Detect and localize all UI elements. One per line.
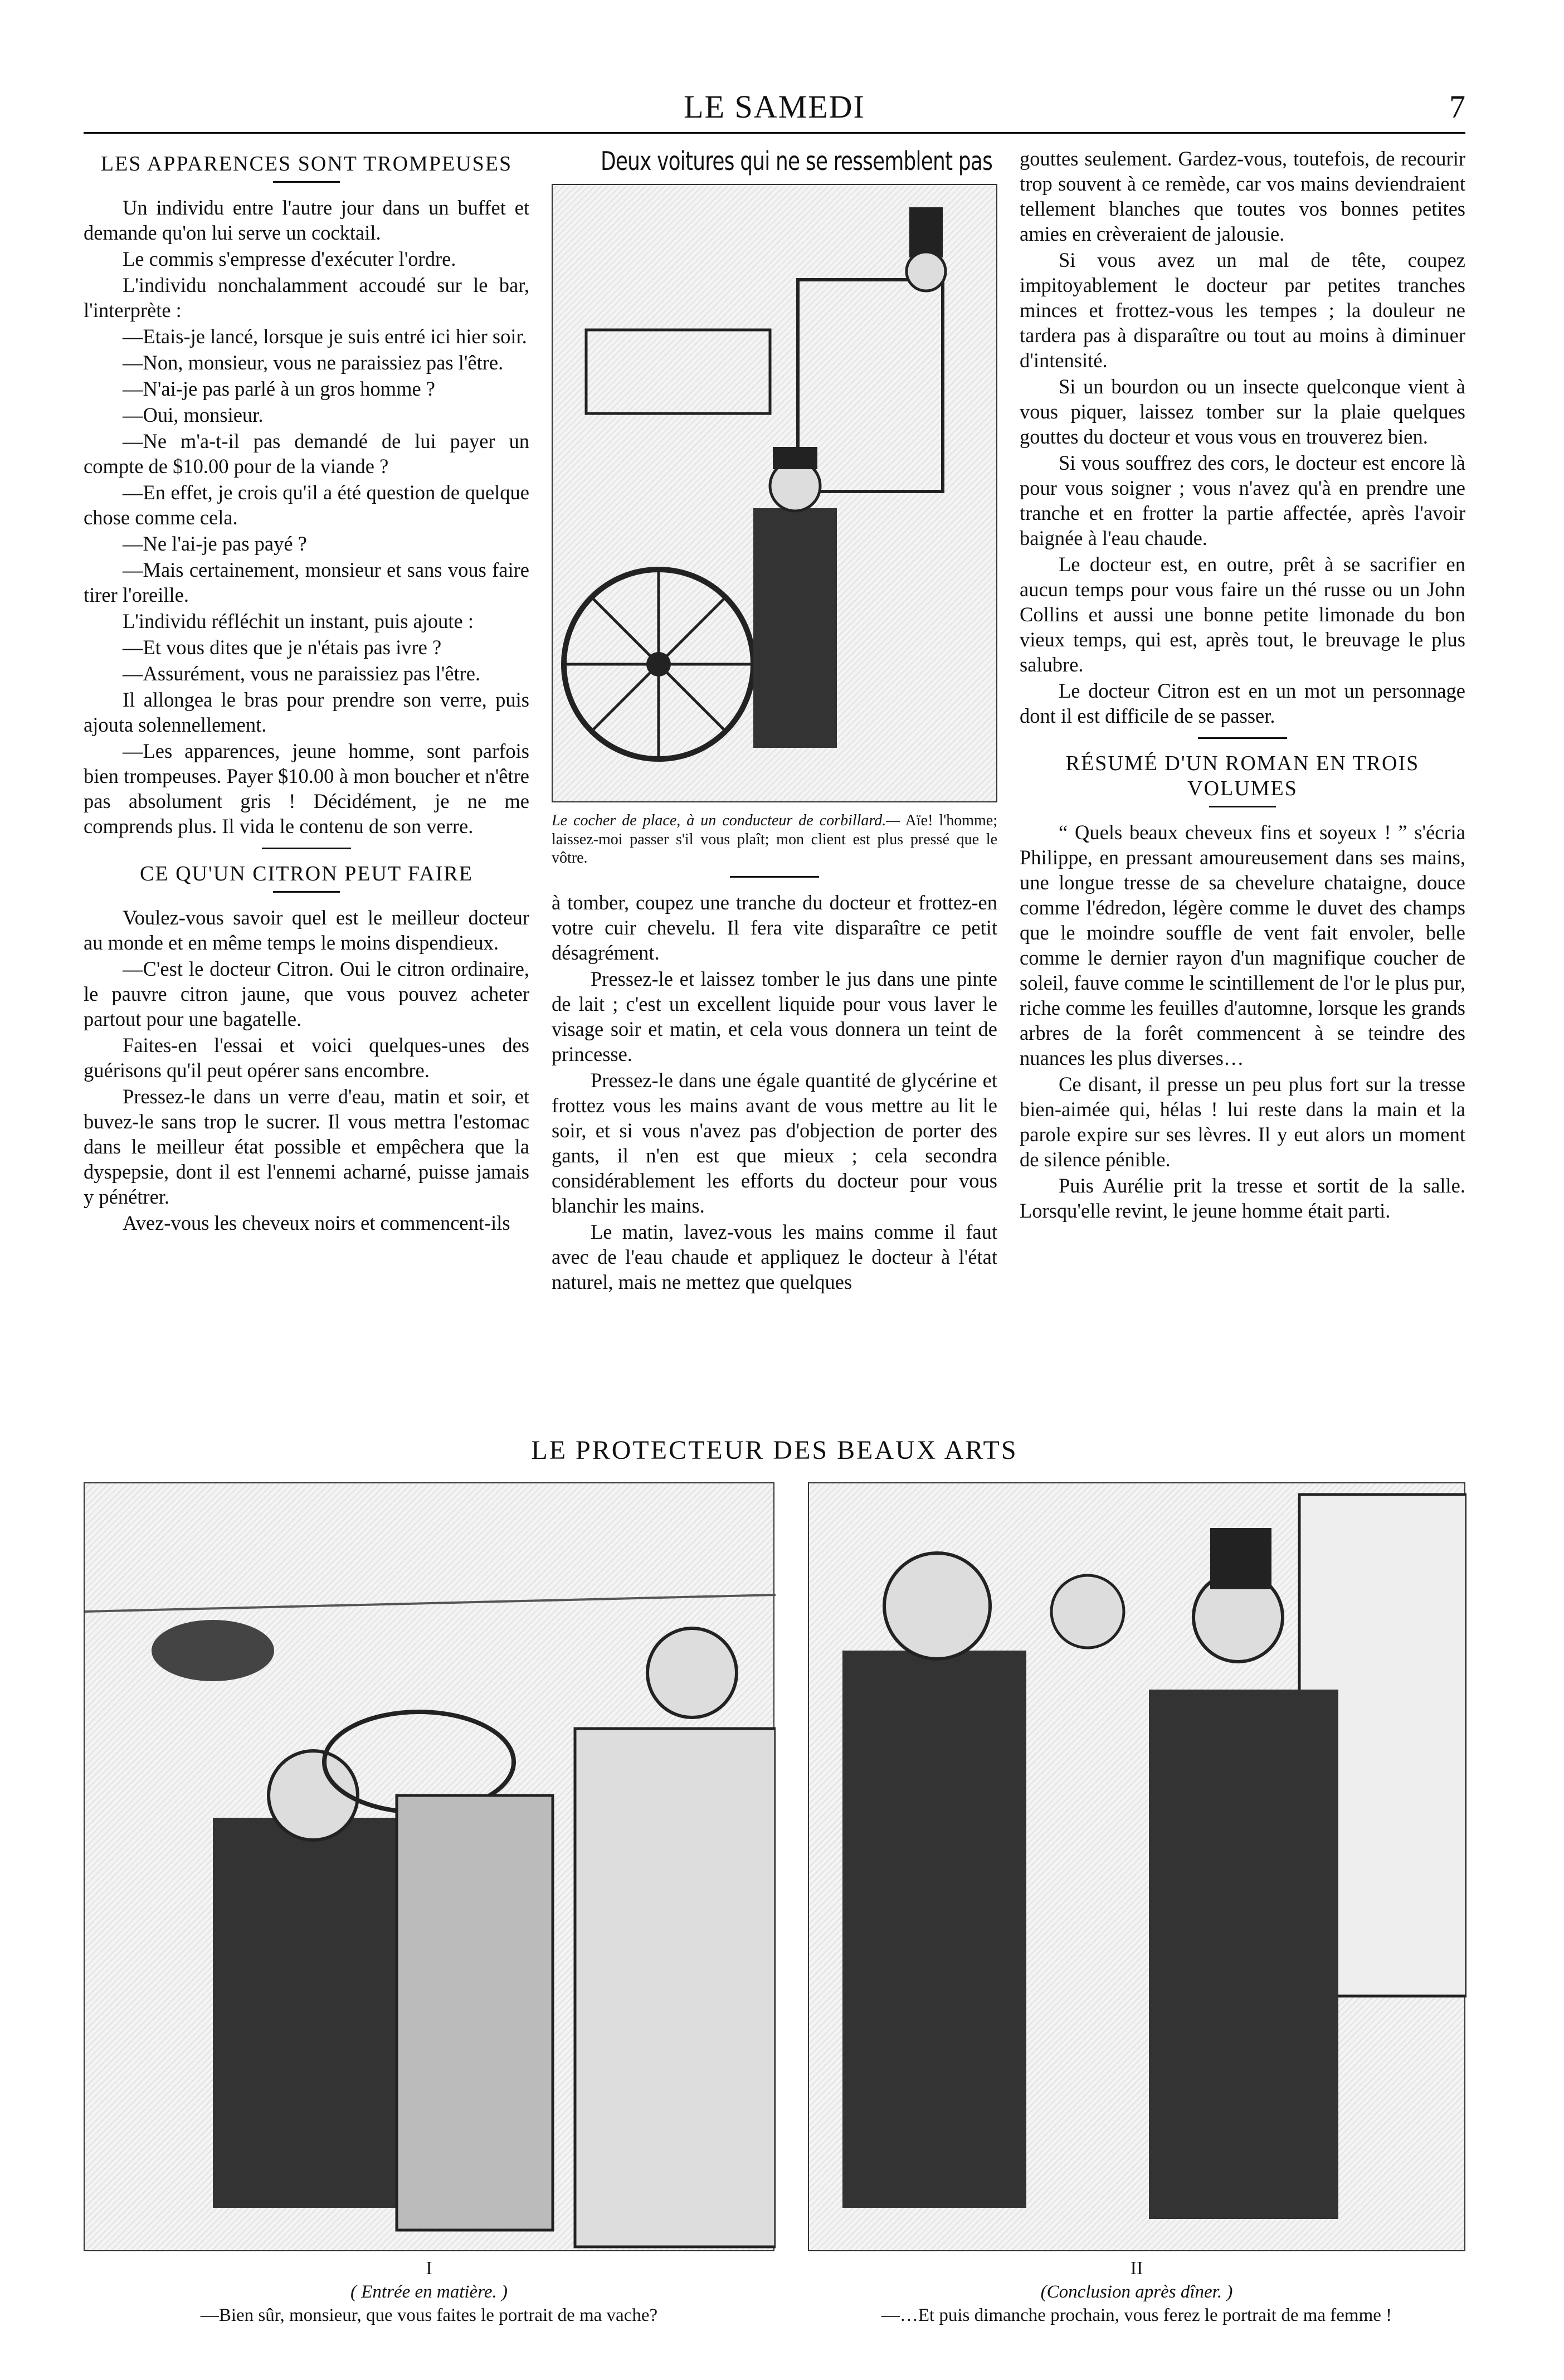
cartoon-title: Deux voitures qui ne se ressemblent pas xyxy=(601,146,992,176)
paragraph: Ce disant, il presse un peu plus fort sur la tresse bien-aimée qui, hélas ! lui reste dans la main et la parole expire sur ses lèvres. Il y eut alors un moment de silence pénible. xyxy=(1020,1073,1465,1171)
paragraph: Si vous souffrez des cors, le docteur est encore là pour vous soigner ; vous n'avez qu'à en prendre une tranche et en frotter la partie affectée, après l'avoir baignée à l'eau chaude. xyxy=(1020,451,1465,549)
paragraph: Un individu entre l'autre jour dans un buffet et demande qu'on lui serve un cocktail. xyxy=(84,196,529,244)
paragraph: Avez-vous les cheveux noirs et commencent-ils xyxy=(123,1211,510,1234)
paragraph: Le matin, lavez-vous les mains comme il faut avec de l'eau chaude et appliquez le docteur à l'état naturel, mais ne mettez que quelques xyxy=(552,1220,997,1293)
paragraph: —Les apparences, jeune homme, sont parfois bien trompeuses. Payer $10.00 à mon boucher et n'être pas absolument gris ! Décidément, je ne me comprends plus. Il vida le contenu de son verre. xyxy=(84,739,529,838)
page-number: 7 xyxy=(1449,89,1465,125)
paragraph: à tomber, coupez une tranche du docteur et frottez-en votre cuir chevelu. Il fera vite disparaître ce petit désagrément. xyxy=(552,891,997,964)
panel-1-numeral: I xyxy=(426,2258,432,2279)
paragraph: —Oui, monsieur. xyxy=(123,403,264,426)
paragraph: Faites-en l'essai et voici quelques-unes des guérisons qu'il peut opérer sans encombre. xyxy=(84,1034,529,1082)
paragraph: —C'est le docteur Citron. Oui le citron ordinaire, le pauvre citron jaune, que vous pouvez acheter partout pour une bagatelle. xyxy=(84,957,529,1030)
paragraph: “ Quels beaux cheveux fins et soyeux ! ” s'écria Philippe, en pressant amoureusement dans ses mains, une longue tresse de sa chevelure chataigne, douce comme l'édredon, légère comme le duvet des champs que le moindre souffle de vent fait envoler, belle comme le dernier rayon d'un magnifique coucher de soleil, fauve comme le scintillement de l'or le plus pur, riche comme les feuilles d'automne, lorsque les grands arbres de la forêt commencent à se teindre des nuances les plus diverses… xyxy=(1020,821,1465,1069)
cartoon-caption xyxy=(552,811,997,867)
carriage-drawing xyxy=(553,185,998,804)
paragraph: —Etais-je lancé, lorsque je suis entré ici hier soir. xyxy=(123,325,527,348)
article-title-roman: RÉSUMÉ D'UN ROMAN EN TROIS VOLUMES xyxy=(1065,752,1420,800)
bottom-section-title: LE PROTECTEUR DES BEAUX ARTS xyxy=(531,1435,1018,1465)
masthead xyxy=(84,84,1465,134)
article-title-apparences: LES APPARENCES SONT TROMPEUSES xyxy=(100,152,513,176)
paragraph: Le docteur est, en outre, prêt à se sacrifier en aucun temps pour vous faire un thé russe ou un John Collins et aussi une bonne petite limonade du bon vieux temps, qui est, après tout, le breuvage le plus salubre. xyxy=(1020,553,1465,676)
paragraph: Si un bourdon ou un insecte quelconque vient à vous piquer, laissez tomber sur la plaie quelques gouttes du docteur et vous vous en trouverez bien. xyxy=(1020,375,1465,448)
paragraph: —Ne l'ai-je pas payé ? xyxy=(123,532,307,555)
dinner-drawing xyxy=(809,1483,1466,2252)
column-2-text xyxy=(552,890,997,1294)
panel-2-caption: —…Et puis dimanche prochain, vous ferez le portrait de ma femme ! xyxy=(881,2305,1392,2325)
title-rule xyxy=(1209,806,1276,807)
paragraph: L'individu réfléchit un instant, puis ajoute : xyxy=(123,610,474,632)
paragraph: —Et vous dites que je n'étais pas ivre ? xyxy=(123,636,442,659)
paragraph: —Mais certainement, monsieur et sans vous faire tirer l'oreille. xyxy=(84,558,529,606)
column-2 xyxy=(552,146,997,1296)
column-1 xyxy=(84,146,529,1237)
cartoon-illustration-carriages xyxy=(552,184,997,802)
paragraph: —N'ai-je pas parlé à un gros homme ? xyxy=(123,377,435,400)
article-title-citron: CE QU'UN CITRON PEUT FAIRE xyxy=(140,862,473,885)
cartoon-caption-text: Aïe! l'homme; laissez-moi passer s'il vous plaît; mon client est plus pressé que le vôtre. xyxy=(552,812,998,867)
panel-1-caption: —Bien sûr, monsieur, que vous faites le portrait de ma vache? xyxy=(200,2305,658,2325)
paragraph: —Assurément, vous ne paraissiez pas l'être. xyxy=(123,662,481,685)
paragraph: —En effet, je crois qu'il a été question de quelque chose comme cela. xyxy=(84,481,529,529)
painter-drawing xyxy=(85,1483,776,2252)
paragraph: Il allongea le bras pour prendre son verre, puis ajouta solennellement. xyxy=(84,688,529,736)
title-rule xyxy=(273,181,340,183)
panel-2-captions xyxy=(808,2257,1465,2327)
panel-2-illustration-dinner xyxy=(808,1482,1465,2251)
paragraph: Si vous avez un mal de tête, coupez impitoyablement le docteur par petites tranches minces et frottez-vous les tempes ; la douleur ne tardera pas à disparaître ou tout au moins à diminuer d'intensité. xyxy=(1020,249,1465,372)
paragraph: —Non, monsieur, vous ne paraissiez pas l'être. xyxy=(123,351,504,374)
paragraph: Puis Aurélie prit la tresse et sortit de la salle. Lorsqu'elle revint, le jeune homme était parti. xyxy=(1020,1174,1465,1222)
paragraph: gouttes seulement. Gardez-vous, toutefois, de recourir trop souvent à ce remède, car vos mains deviendraient tellement blanches que toutes vos bonnes petites amies en crèveraient de jalousie. xyxy=(1020,147,1465,245)
paragraph: L'individu nonchalamment accoudé sur le bar, l'interprète : xyxy=(84,274,529,322)
paragraph: Pressez-le dans un verre d'eau, matin et soir, et buvez-le sans trop le sucrer. Il vous mettra l'estomac dans le meilleur état possible et empêchera que la dyspepsie, dont il est l'ennemi acharné, puisse jamais y pénétrer. xyxy=(84,1085,529,1208)
paragraph: Le commis s'empresse d'exécuter l'ordre. xyxy=(123,247,456,270)
panel-2-numeral: II xyxy=(1130,2258,1143,2279)
section-divider xyxy=(1198,737,1287,739)
title-rule xyxy=(273,891,340,893)
panel-1-subtitle: ( Entrée en matière. ) xyxy=(350,2282,508,2302)
paragraph: —Ne m'a-t-il pas demandé de lui payer un compte de $10.00 pour de la viande ? xyxy=(84,430,529,478)
paragraph: Le docteur Citron est en un mot un personnage dont il est difficile de se passer. xyxy=(1020,679,1465,727)
newspaper-title: LE SAMEDI xyxy=(684,89,865,125)
paragraph: Pressez-le et laissez tomber le jus dans une pinte de lait ; c'est un excellent liquide pour vous laver le visage soir et matin, et cela vous donnera un teint de princesse. xyxy=(552,967,997,1065)
section-divider xyxy=(262,848,351,849)
section-divider xyxy=(730,876,819,878)
panel-1-captions xyxy=(84,2257,774,2327)
panel-1-illustration-painter xyxy=(84,1482,774,2251)
paragraph: Voulez-vous savoir quel est le meilleur docteur au monde et en même temps le moins dispendieux. xyxy=(84,906,529,954)
cartoon-caption-italic: Le cocher de place, à un conducteur de corbillard.— xyxy=(552,812,900,829)
column-3 xyxy=(1020,146,1465,1224)
paragraph: Pressez-le dans une égale quantité de glycérine et frottez vous les mains avant de vous mettre au lit le soir, et si vous n'avez pas d'objection de porter des gants, il n'en est que mieux ; cela secondra considérablement les efforts du docteur pour vous blanchir les mains. xyxy=(552,1069,997,1217)
panel-2-subtitle: (Conclusion après dîner. ) xyxy=(1040,2282,1233,2302)
